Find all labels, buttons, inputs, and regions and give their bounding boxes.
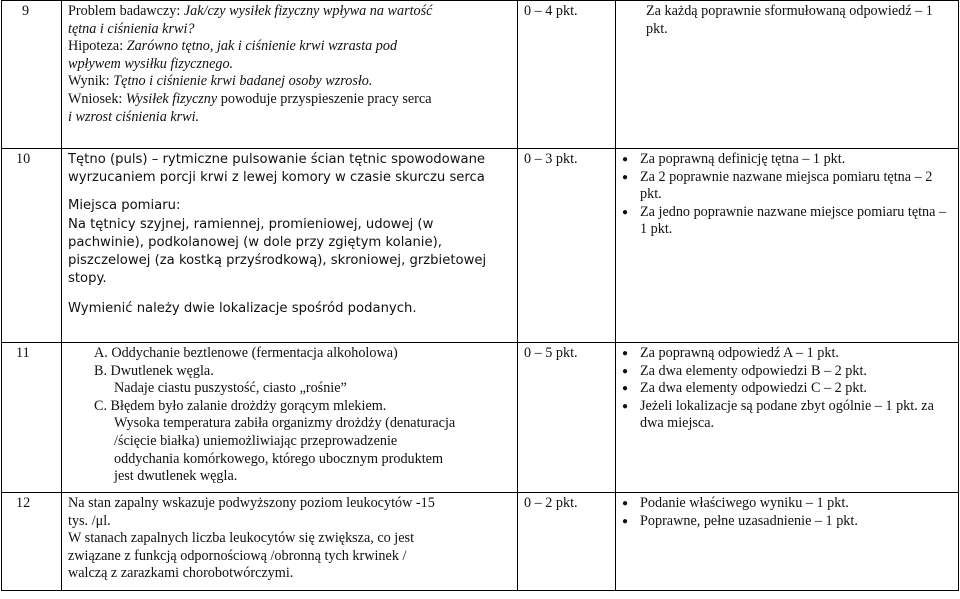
problem-text: Jak/czy wysiłek fizyczny wpływa na wartość bbox=[183, 3, 433, 19]
answer-c-detail: /ścięcie białka) uniemożliwiając przeprowadzenie bbox=[114, 432, 398, 449]
model-answer bbox=[62, 493, 518, 591]
answer-b-detail: Nadaje ciastu puszystość, ciasto „rośnie” bbox=[114, 380, 347, 397]
criterion: ● Podanie właściwego wyniku – 1 pkt. bbox=[620, 495, 952, 513]
criteria bbox=[616, 1, 959, 149]
criteria-list bbox=[620, 345, 952, 433]
answer-c-detail: Wysoka temperatura zabiła organizmy drożdży (denaturacja bbox=[114, 415, 456, 432]
label-result: Wynik: bbox=[68, 73, 114, 90]
answer-line: walczą z zarazkami chorobotwórczymi. bbox=[68, 565, 294, 582]
hypothesis-text: Zarówno tętno, jak i ciśnienie krwi wzrasta pod bbox=[126, 38, 398, 55]
task-number: 9 bbox=[2, 1, 62, 149]
criteria-list bbox=[620, 151, 952, 239]
table-row bbox=[2, 343, 959, 493]
conclusion-text-2: powoduje przyspieszenie pracy serca bbox=[217, 90, 432, 107]
points: 0 – 3 pkt. bbox=[518, 149, 616, 343]
answer-a: A. Oddychanie beztlenowe (fermentacja alkoholowa) bbox=[94, 345, 398, 361]
answer-line: Na stan zapalny wskazuje podwyższony poziom leukocytów -15 bbox=[68, 495, 435, 511]
criteria bbox=[616, 343, 959, 493]
criteria bbox=[616, 149, 959, 343]
result-text: Tętno i ciśnienie krwi badanej osoby wzrosło. bbox=[113, 73, 373, 90]
task-number: 12 bbox=[2, 493, 62, 591]
points: 0 – 5 pkt. bbox=[518, 343, 616, 493]
label-problem: Problem badawczy: bbox=[68, 3, 184, 19]
table-row bbox=[2, 149, 959, 343]
hypothesis-text-cont: wpływem wysiłku fizycznego. bbox=[68, 55, 234, 72]
criterion: ● Za jedno poprawnie nazwane miejsce pomiaru tętna – 1 pkt. bbox=[620, 204, 952, 239]
label-hypothesis: Hipoteza: bbox=[68, 38, 127, 55]
answer-c-detail: oddychania komórkowego, którego ubocznym produktem bbox=[114, 450, 443, 467]
label-conclusion: Wniosek: bbox=[68, 90, 126, 107]
criterion: ● Poprawne, pełne uzasadnienie – 1 pkt. bbox=[620, 513, 952, 531]
task-number: 10 bbox=[2, 149, 62, 343]
points: 0 – 4 pkt. bbox=[518, 1, 616, 149]
criteria-list bbox=[620, 495, 952, 530]
criterion: Za każdą poprawnie sformułowaną odpowiedź – 1 pkt. bbox=[646, 3, 933, 37]
model-answer bbox=[62, 343, 518, 493]
locations-heading: Miejsca pomiaru: bbox=[68, 198, 181, 214]
definition-line: wyrzucaniem porcji krwi z lewej komory w czasie skurczu serca bbox=[68, 170, 485, 186]
criterion: ● Za poprawną odpowiedź A – 1 pkt. bbox=[620, 345, 952, 363]
locations-line: stopy. bbox=[68, 271, 107, 287]
spacer bbox=[68, 187, 511, 197]
task-number: 11 bbox=[2, 343, 62, 493]
answer-c-detail: jest dwutlenek węgla. bbox=[114, 468, 238, 485]
model-answer bbox=[62, 1, 518, 149]
definition-line: Tętno (puls) – rytmiczne pulsowanie ścian tętnic spowodowane bbox=[68, 152, 486, 167]
instruction-line: Wymienić należy dwie lokalizacje spośród podanych. bbox=[68, 301, 417, 317]
problem-text-cont: tętna i ciśnienia krwi? bbox=[68, 20, 195, 37]
answer-line: W stanach zapalnych liczba leukocytów się zwiększa, co jest bbox=[68, 530, 415, 547]
table-row bbox=[2, 1, 959, 149]
spacer bbox=[68, 288, 511, 300]
conclusion-text-cont: i wzrost ciśnienia krwi. bbox=[68, 108, 200, 125]
points: 0 – 2 pkt. bbox=[518, 493, 616, 591]
locations-line: piszczelowej (za kostką przyśrodkową), skroniowej, grzbietowej bbox=[68, 253, 487, 269]
scoring-table bbox=[1, 0, 959, 591]
locations-line: pachwinie), podkolanowej (w dole przy zgiętym kolanie), bbox=[68, 234, 442, 250]
criterion: ● Za 2 poprawnie nazwane miejsca pomiaru tętna – 2 pkt. bbox=[620, 169, 952, 204]
criterion: ● Za dwa elementy odpowiedzi C – 2 pkt. bbox=[620, 380, 952, 398]
answer-line: związane z funkcją odpornościową /obronną tych krwinek / bbox=[68, 547, 407, 564]
criterion: ● Jeżeli lokalizacje są podane zbyt ogólnie – 1 pkt. za dwa miejsca. bbox=[620, 398, 952, 433]
model-answer bbox=[62, 149, 518, 343]
criterion: ● Za poprawną definicję tętna – 1 pkt. bbox=[620, 151, 952, 169]
locations-line: Na tętnicy szyjnej, ramiennej, promieniowej, udowej (w bbox=[68, 216, 434, 232]
answer-b: B. Dwutlenek węgla. bbox=[94, 362, 214, 379]
table-row bbox=[2, 493, 959, 591]
criteria bbox=[616, 493, 959, 591]
criterion: ● Za dwa elementy odpowiedzi B – 2 pkt. bbox=[620, 363, 952, 381]
conclusion-text: Wysiłek fizyczny bbox=[125, 90, 218, 107]
answer-line: tys. /μl. bbox=[68, 512, 111, 529]
answer-c: C. Błędem było zalanie drożdży gorącym mlekiem. bbox=[94, 397, 387, 414]
